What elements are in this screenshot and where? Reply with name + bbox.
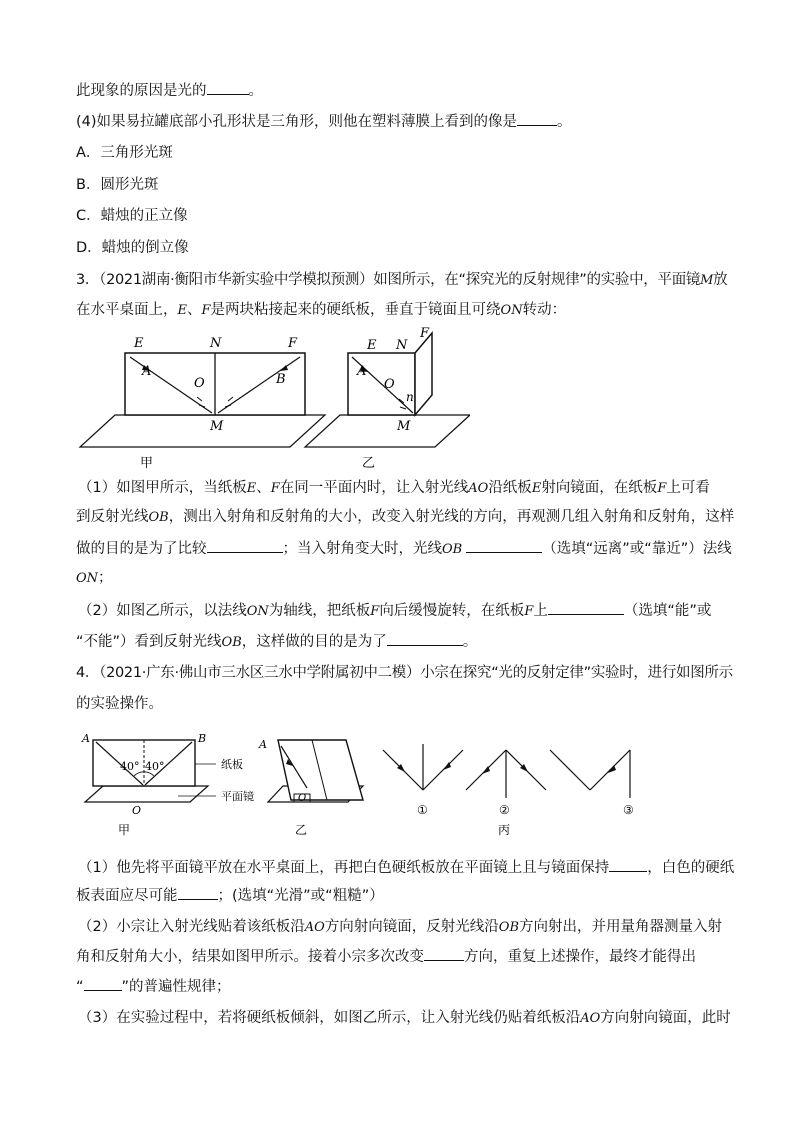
label-o: O [298, 793, 307, 804]
q4-p2-line1 [78, 917, 728, 938]
text: ； [98, 570, 113, 586]
caption-jia: 甲 [118, 823, 131, 837]
answer-blank[interactable] [207, 538, 283, 553]
label-f: F [420, 326, 430, 341]
option-d: D．蜡烛的倒立像 [76, 240, 189, 256]
text: 。 [557, 114, 572, 130]
q3-p1-line4 [76, 568, 726, 589]
var-f: F [270, 481, 280, 496]
caption-bing: 丙 [498, 823, 511, 837]
q3-stem-line2 [76, 300, 726, 321]
q2-sub4 [76, 111, 726, 132]
cardboard-f-rotated [415, 333, 432, 415]
q4-figure [78, 728, 638, 838]
caption-yi: 乙 [362, 456, 376, 471]
text: 到反射光线 [76, 509, 149, 525]
text: （1）他先将平面镜平放在水平桌面上，再把白色硬纸板放在平面镜上且与镜面保持 [78, 860, 610, 876]
label-2: ② [499, 803, 510, 817]
text: 、 [256, 480, 271, 496]
figure-jia [80, 336, 325, 471]
text: ，白色的硬纸 [647, 860, 735, 876]
text: 为轴线，把纸板 [268, 603, 371, 619]
var-f: F [657, 481, 667, 496]
text: (4)如果易拉罐底部小孔形状是三角形，则他在塑料薄膜上看到的像是 [76, 114, 518, 130]
text: 向后缓慢旋转，在纸板 [379, 603, 525, 619]
var-ao: AO [468, 481, 489, 496]
var-on: ON [500, 303, 523, 318]
text: 。 [248, 83, 263, 99]
text: 在同一平面内时，让入射光线 [279, 480, 469, 496]
tilted-cardboard [278, 740, 363, 800]
text: 方向射出，并用量角器测量入射 [519, 919, 722, 935]
text: “ [76, 979, 84, 995]
var-ob: OB [442, 542, 463, 557]
label-e: E [134, 336, 144, 351]
answer-blank[interactable] [609, 857, 647, 872]
q3-figure [70, 325, 470, 475]
label-a: A [142, 364, 152, 379]
var-m: M [700, 273, 714, 288]
label-f: F [288, 336, 298, 351]
ray-diagram-3 [550, 750, 634, 817]
q4-p3-line1 [78, 1008, 731, 1029]
q4-p2-line2 [76, 946, 726, 967]
answer-blank[interactable] [178, 885, 218, 900]
label-o: O [132, 804, 142, 817]
q3-stem [76, 270, 726, 291]
label-m: M [397, 419, 411, 434]
answer-blank[interactable] [466, 538, 542, 553]
label-mirror: 平面镜 [221, 790, 254, 803]
var-e: E [177, 303, 187, 318]
mirror [85, 786, 208, 802]
text: 转动： [522, 302, 567, 318]
q4-stem: 4．（2021·广东·佛山市三水区三水中学附属初中二模）小宗在探究“光的反射定律”实验时，进行如图所示 [76, 665, 733, 681]
q3-p1-line3 [76, 538, 732, 560]
var-ob: OB [498, 920, 519, 935]
angle-incident: 40° [120, 760, 140, 773]
label-b: B [198, 732, 207, 745]
ray-diagram-1 [383, 744, 463, 817]
var-on: ON [246, 604, 269, 619]
text: （选填“能”或 [623, 603, 712, 619]
label-m: M [210, 419, 224, 434]
text: （1）如图甲所示，当纸板 [78, 480, 247, 496]
text: 方向射向镜面，反射光线沿 [324, 919, 499, 935]
q4-p1-line2 [76, 885, 726, 906]
mirror-plane [305, 415, 470, 447]
figure-bing [383, 744, 634, 837]
label-b: B [276, 372, 286, 387]
option-b: B．圆形光斑 [76, 177, 159, 193]
var-on: ON [76, 571, 99, 586]
caption-yi: 乙 [295, 823, 308, 837]
mirror-plane [80, 415, 325, 447]
text: ；当入射角变大时，光线 [282, 541, 442, 557]
text: 是两块粘接起来的硬纸板，垂直于镜面且可绕 [210, 302, 501, 318]
label-e: E [367, 338, 377, 353]
q3-p1-line1 [78, 478, 728, 499]
text: 上 [533, 603, 548, 619]
text: 、 [187, 302, 202, 318]
label-a: A [82, 732, 90, 745]
answer-blank[interactable] [424, 946, 464, 961]
label-zhiban: 纸板 [221, 758, 243, 771]
answer-blank[interactable] [84, 976, 122, 991]
q3-p1-line2 [76, 507, 735, 528]
text: 板表面应尽可能 [76, 888, 178, 904]
text: 方向，重复上述操作，最终才能得出 [464, 949, 696, 965]
var-f: F [524, 604, 534, 619]
ray-diagram-2 [466, 750, 546, 817]
figure-yi [258, 738, 363, 837]
var-ob: OB [148, 510, 169, 525]
answer-blank[interactable] [387, 631, 463, 646]
text: 射向镜面，在纸板 [541, 480, 658, 496]
text: 方向射向镜面，此时 [600, 1010, 731, 1026]
text: ，测出入射角和反射角的大小，改变入射光线的方向，再观测几组入射角和反射角，这样 [168, 509, 735, 525]
text: 放 [713, 272, 728, 288]
label-n: N [210, 336, 222, 351]
text: 3．（2021湖南·衡阳市华新实验中学模拟预测）如图所示，在“探究光的反射规律”的实验中，平面镜 [76, 272, 701, 288]
label-o: O [194, 376, 205, 391]
var-ao: AO [580, 1011, 601, 1026]
caption-jia: 甲 [140, 456, 154, 471]
q3-p2-line1 [78, 600, 728, 622]
text: 沿纸板 [488, 480, 532, 496]
answer-blank[interactable] [207, 80, 249, 95]
q4-p1-line1 [78, 857, 735, 878]
text: （2）小宗让入射光线贴着该纸板沿 [78, 919, 305, 935]
var-e: E [246, 481, 257, 496]
text: 上可看 [666, 480, 710, 496]
var-f: F [201, 303, 211, 318]
label-a: A [259, 738, 267, 751]
label-3: ③ [623, 803, 634, 817]
label-n: N [396, 338, 408, 353]
text: “不能”）看到反射光线 [76, 634, 222, 650]
label-o: O [384, 377, 395, 392]
figure-yi [305, 326, 470, 471]
q4-p2-line3 [76, 976, 726, 997]
var-e: E [531, 481, 542, 496]
option-a: A．三角形光斑 [76, 145, 173, 161]
text: ，这样做的目的是为了 [241, 634, 387, 650]
text: 在水平桌面上， [76, 302, 178, 318]
answer-blank[interactable] [548, 600, 624, 615]
option-c: C．蜡烛的正立像 [76, 208, 188, 224]
text: 做的目的是为了比较 [76, 541, 207, 557]
text: （3）在实验过程中，若将硬纸板倾斜，如图乙所示，让入射光线仍贴着纸板沿 [78, 1010, 581, 1026]
q3-p2-line2 [76, 631, 726, 653]
angle-reflected: 40° [145, 760, 165, 773]
figure-jia [81, 732, 254, 837]
label-n-small: n [406, 390, 414, 404]
q2-line1 [76, 80, 726, 101]
text: （选填“远离”或“靠近”）法线 [542, 541, 732, 557]
label-1: ① [417, 803, 428, 817]
text: 。 [462, 634, 478, 650]
q4-stem-line2: 的实验操作。 [76, 696, 163, 712]
answer-blank[interactable] [517, 111, 557, 126]
text: 此现象的原因是光的 [76, 83, 207, 99]
text: ”的普遍性规律； [121, 979, 231, 995]
label-a: A [357, 364, 367, 379]
text: ；(选填“光滑”或“粗糙”） [217, 888, 384, 904]
var-ob: OB [221, 635, 242, 650]
var-f: F [370, 604, 380, 619]
var-ao: AO [304, 920, 325, 935]
text: 角和反射角大小，结果如图甲所示。接着小宗多次改变 [76, 949, 424, 965]
text: （2）如图乙所示，以法线 [78, 603, 247, 619]
